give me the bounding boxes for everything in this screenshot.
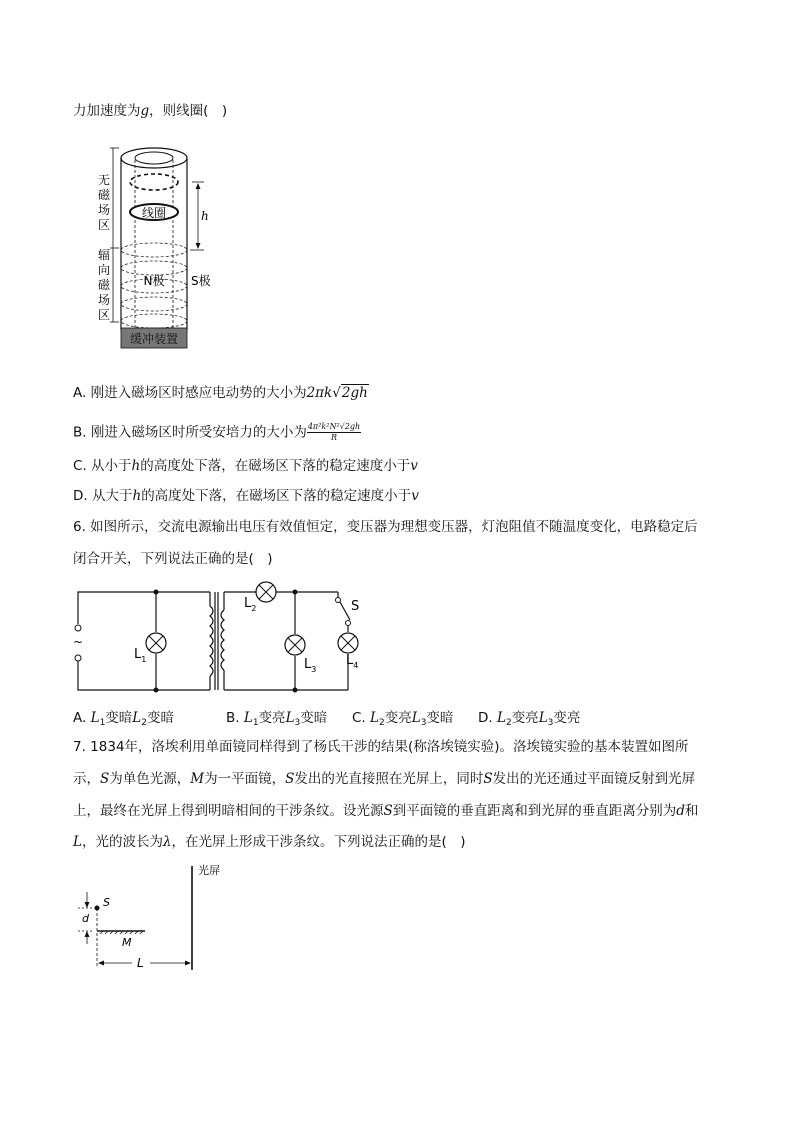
q6-option-a: A. $L_1$变暗$L_2$变暗 <box>73 710 174 728</box>
d-dimension-label: d <box>82 912 89 925</box>
q5-option-c-mid: 的高度处下落，在磁场区下落的稳定速度小于 <box>140 458 411 474</box>
buffer-label: 缓冲装置 <box>129 332 179 346</box>
screen-label: 光屏 <box>198 864 220 877</box>
q5-option-c-pre: C. 从小于 <box>73 458 132 474</box>
q5-option-b-fraction <box>307 422 361 443</box>
q5-option-d-pre: D. 从大于 <box>73 488 133 504</box>
q5-option-b-num: 4π²k²N²√2gh <box>307 422 361 431</box>
q5-option-a: A. 刚进入磁场区时感应电动势的大小为2πk√2gh <box>73 385 368 401</box>
ac-source-symbol: ~ <box>73 635 84 649</box>
q5-intro-text: 力加速度为 <box>73 103 141 119</box>
no-field-label-3: 场 <box>97 203 111 217</box>
radial-label-5: 区 <box>97 308 111 322</box>
q5-option-b <box>73 422 361 443</box>
transformer-circuit-figure <box>70 580 370 698</box>
q6-option-d: D. $L_2$变亮$L_3$变亮 <box>478 710 581 728</box>
source-s-label: S <box>103 896 110 909</box>
lamp-l1-icon <box>146 633 166 653</box>
q6-stem-line-1: 6. 如图所示，交流电源输出电压有效值恒定，变压器为理想变压器，灯泡阻值不随温度变化，电路稳定后 <box>73 519 698 535</box>
q7-stem-line-4: L，光的波长为λ，在光屏上形成干涉条纹。下列说法正确的是( ) <box>73 834 466 850</box>
q5-option-c-end: v <box>410 458 418 474</box>
q5-option-d-var: h <box>132 488 142 504</box>
coil-label: 线圈 <box>141 206 167 220</box>
no-field-label-2: 磁 <box>97 188 111 202</box>
q6-option-c: C. $L_2$变亮$L_3$变暗 <box>352 710 454 728</box>
q7-stem-line-3: 上，最终在光屏上得到明暗相间的干涉条纹。设光源S到平面镜的垂直距离和到光屏的垂直距离分别为d和 <box>73 803 699 819</box>
no-field-label-1: 无 <box>97 173 111 187</box>
no-field-label-4: 区 <box>97 218 111 232</box>
q5-option-d <box>73 486 419 506</box>
mirror-m-label: M <box>122 936 132 949</box>
l3-label: $L_3$ <box>304 657 317 674</box>
s-pole-label: S极 <box>191 274 211 288</box>
q5-option-c <box>73 456 418 476</box>
q5-option-a-root: 2gh <box>341 385 368 401</box>
magnet-coil-figure <box>92 140 232 355</box>
q5-intro-tail: ，则线圈( ) <box>149 103 228 119</box>
q5-option-d-end: v <box>411 488 419 504</box>
q5-option-b-text: B. 刚进入磁场区时所受安培力的大小为 <box>73 424 307 441</box>
lamp-l2-icon <box>256 582 276 602</box>
q5-option-a-text: A. 刚进入磁场区时感应电动势的大小为 <box>73 385 307 401</box>
q5-intro-var: g <box>140 103 150 119</box>
q5-option-b-den: R <box>330 433 337 442</box>
q5-option-c-var: h <box>131 458 141 474</box>
q5-option-a-expr: 2πk <box>306 385 333 401</box>
l2-label: $L_2$ <box>244 596 257 613</box>
n-pole-label: N极 <box>143 274 165 288</box>
lloyd-mirror-figure <box>70 860 240 975</box>
l4-label: $L_4$ <box>346 653 359 670</box>
radial-label-2: 向 <box>97 263 111 277</box>
q6-stem-line-2: 闭合开关，下列说法正确的是( ) <box>73 551 273 567</box>
radial-label-4: 场 <box>97 293 111 307</box>
l1-label: $L_1$ <box>134 647 147 664</box>
q6-option-b: B. $L_1$变亮$L_3$变暗 <box>226 710 328 728</box>
radial-label-3: 磁 <box>97 278 111 292</box>
lamp-l4-icon <box>338 633 358 653</box>
switch-s-label: S <box>351 599 360 614</box>
q7-stem-line-2: 示，S为单色光源，M为一平面镜，S发出的光直接照在光屏上，同时S发出的光还通过平面镜反射到光屏 <box>73 771 696 787</box>
radial-label-1: 辐 <box>97 248 111 262</box>
lamp-l3-icon <box>285 635 305 655</box>
l-dimension-label: L <box>137 956 144 970</box>
h-dimension-label: h <box>201 209 209 223</box>
q5-option-d-mid: 的高度处下落，在磁场区下落的稳定速度小于 <box>141 488 412 504</box>
q5-intro <box>73 101 227 121</box>
q7-stem-line-1: 7. 1834年，洛埃利用单面镜同样得到了杨氏干涉的结果(称洛埃镜实验)。洛埃镜实验的基本装置如图所 <box>73 739 689 755</box>
